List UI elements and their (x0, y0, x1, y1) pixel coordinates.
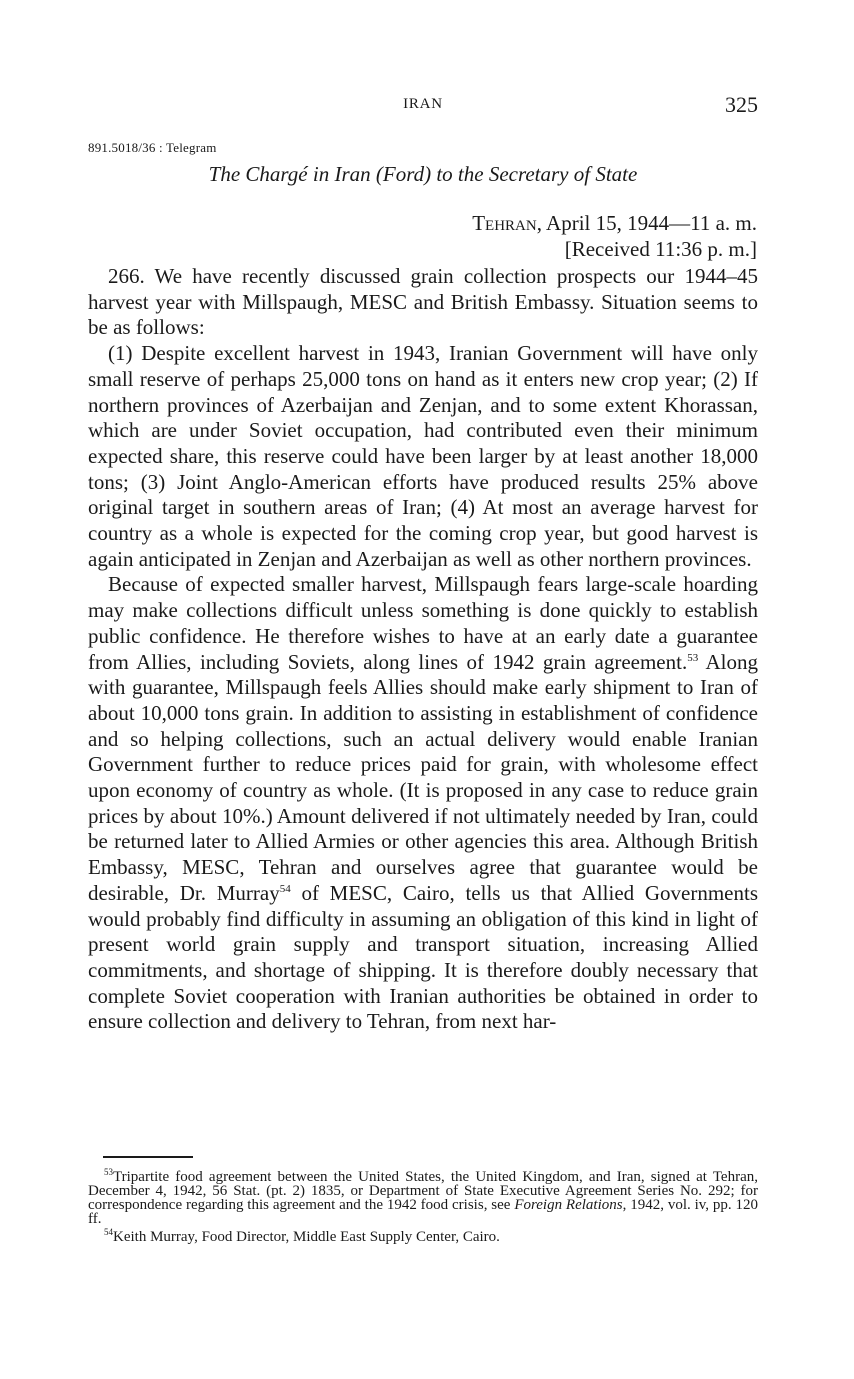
file-reference: 891.5018/36 : Telegram (88, 140, 217, 155)
paragraph-text: Along with guarantee, Millspaugh feels Allies should make early shipment to Iran of about 10,000 tons grain. In addition to assisting in establishment of confidence and so helping collections, such an actual delivery would enable Iranian Government further to reduce prices paid for grain, with wholesome effect upon economy of country as whole. (It is proposed in any case to reduce grain prices by about 10%.) Amount delivered if not ultimately needed by Iran, could be returned later to Allied Armies or other agencies this area. Although British Embassy, MESC, Tehran and ourselves agree that guarantee would be desirable, Dr. Murray (88, 649, 758, 905)
footnote-divider (103, 1156, 193, 1158)
dateline-place: Tehran (472, 211, 537, 235)
footnote-53 (88, 1167, 758, 1227)
footnote-number: 53 (104, 1167, 113, 1177)
paragraph: 266. We have recently discussed grain collection prospects our 1944–45 harvest year with Millspaugh, MESC and British Embassy. Situation seems to be as follows: (88, 264, 758, 340)
dateline (472, 210, 757, 262)
footnote-italic: Foreign Relations (514, 1197, 623, 1213)
dateline-date: , April 15, 1944—11 a. m. (536, 211, 757, 235)
footnote-ref-54: 54 (279, 882, 291, 895)
paragraph: (1) Despite excellent harvest in 1943, Iranian Government will have only small reserve of perhaps 25,000 tons on hand as it enters new crop year; (2) If northern provinces of Azerbaijan and Zenjan, and to some extent Khorassan, which are under Soviet occupation, had contributed even their minimum expected share, this reserve could have been larger by at least another 18,000 tons; (3) Joint Anglo-American efforts have produced results 25% above original target in southern areas of Iran; (4) At most an average harvest for country as a whole is expected for the coming crop year, but good harvest is again anticipated in Zenjan and Azerbaijan as well as other northern provinces. (88, 341, 758, 571)
footnote-54 (88, 1227, 758, 1245)
footnote-text: Keith Murray, Food Director, Middle East Supply Center, Cairo. (113, 1229, 500, 1245)
running-head (88, 92, 758, 120)
footnote-ref-53: 53 (687, 651, 699, 664)
paragraph (88, 572, 758, 1035)
dateline-sent (472, 210, 757, 236)
dateline-received: [Received 11:36 p. m.] (564, 237, 757, 261)
running-title: IRAN (403, 96, 443, 112)
page-number: 325 (725, 92, 758, 117)
telegram-body (88, 264, 758, 1035)
footnote-number: 54 (104, 1227, 113, 1237)
paragraph-text: of MESC, Cairo, tells us that Allied Governments would probably find difficulty in assuming an obligation of this kind in light of present world grain supply and transport situation, increasing Allied commitments, and shortage of shipping. It is therefore doubly necessary that complete Soviet cooperation with Iranian authorities be obtained in order to ensure collection and delivery to Tehran, from next har- (88, 880, 759, 1034)
footnote-text: , 1942, vol. iv, pp. 120 ff. (88, 1197, 758, 1227)
document-title: The Chargé in Iran (Ford) to the Secretary of State (208, 162, 638, 186)
footnote-text: Tripartite food agreement between the United States, the United Kingdom, and Iran, signed at Tehran, December 4, 1942, 56 Stat. (pt. 2) 1835, or Department of State Executive Agreement Series No. 292; for correspondence regarding this agreement and the 1942 food crisis, see (88, 1169, 758, 1213)
footnotes (88, 1167, 758, 1245)
paragraph-text: Because of expected smaller harvest, Millspaugh fears large-scale hoarding may make collections difficult unless something is done quickly to establish public confidence. He therefore wishes to have at an early date a guarantee from Allies, including Soviets, along lines of 1942 grain agreement. (88, 572, 758, 674)
